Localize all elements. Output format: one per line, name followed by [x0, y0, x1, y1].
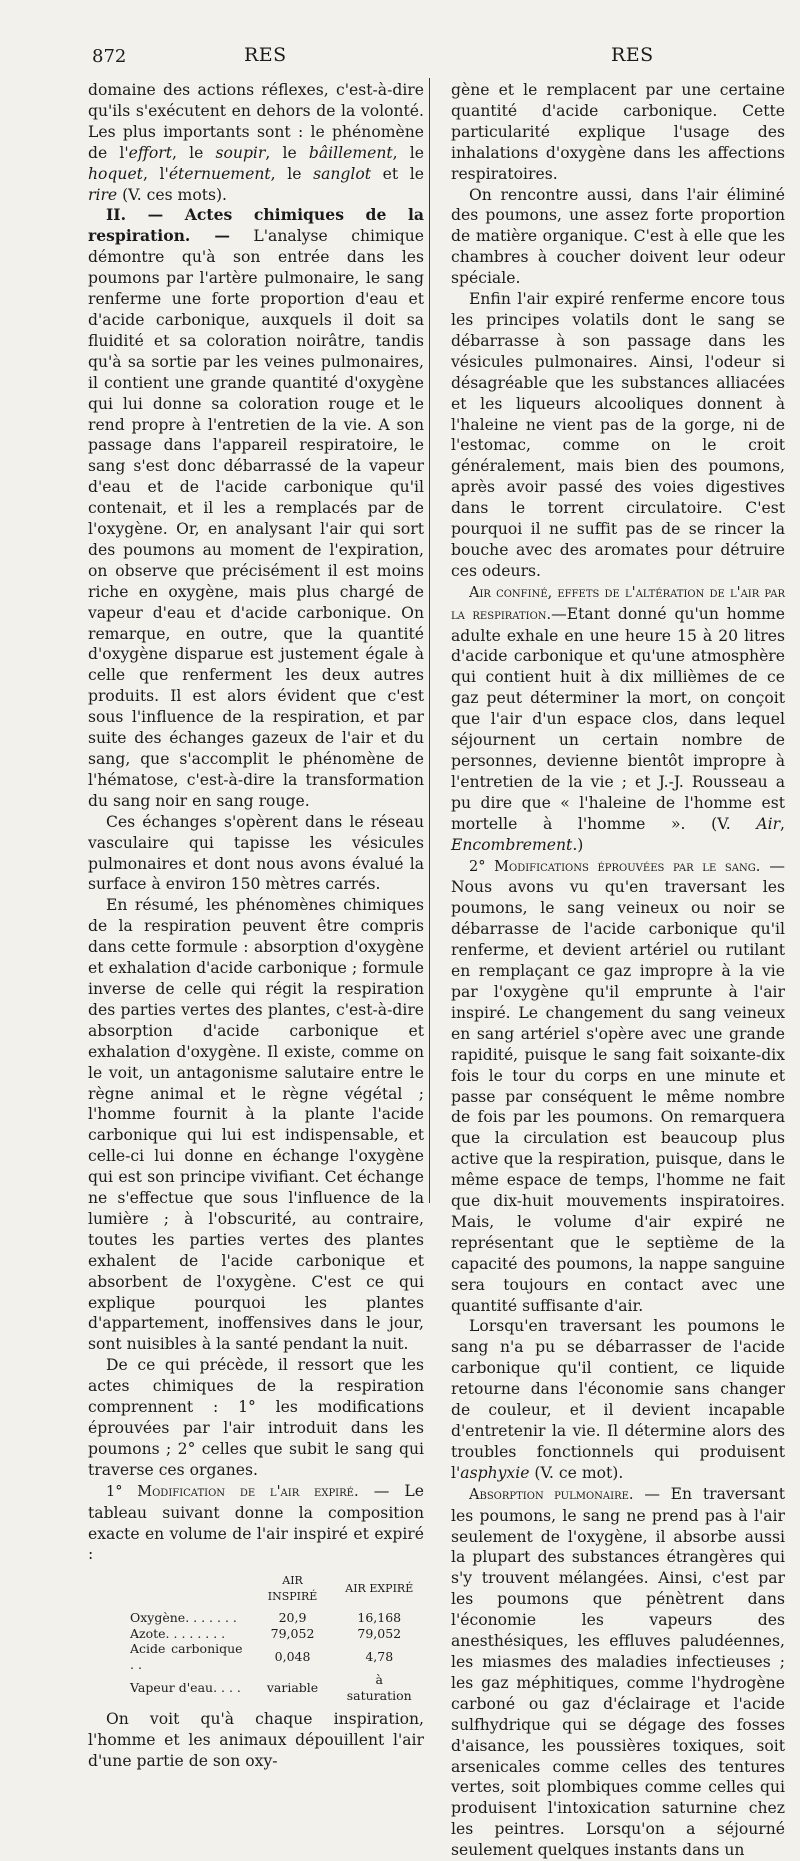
- table-header-row: [122, 1571, 424, 1610]
- section-paragraph: II. — Actes chimiques de la respiration. — L'analyse chimique démontre qu'à son entrée dans les poumons par l'artère pulmonaire, le sang renferme une forte proportion d'eau et d'acide carbonique, auxquels il doit sa fluidité et sa coloration noirâtre, tandis qu'à sa sortie par les veines pulmonaires, il contient une grande quantité d'oxygène qui lui donne sa coloration rouge et le rend propre à l'entretien de la vie. A son passage dans l'appareil respiratoire, le sang s'est donc débarrassé de la vapeur d'eau et de l'acide carbonique qu'il contenait, et il les a remplacés par de l'oxygène. Or, en analysant l'air qui sort des poumons au moment de l'expiration, on observe que précisément il est moins riche en oxygène, mais plus chargé de vapeur d'eau et d'acide carbonique. On remarque, en outre, que la quantité d'oxygène disparue est justement égale à celle que renferment les deux autres produits. Il est alors évident que c'est sous l'influence de la respiration, et par suite des échanges gazeux de l'air et du sang, que s'accomplit le phénomène de l'hématose, c'est-à-dire la transformation du sang noir en sang rouge.: [88, 205, 424, 810]
- paragraph: Ces échanges s'opèrent dans le réseau vasculaire qui tapisse les vésicules pulmonaires et dont nous avons évalué la surface à environ 150 mètres carrés.: [88, 812, 424, 894]
- table-row: Oxygène. . . . . . . 20,9 16,168: [130, 1610, 402, 1626]
- paragraph: Air confiné, effets de l'altération de l'air par la respiration.—Etant donné qu'un homme adulte exhale en une heure 15 à 20 litres d'acide carbonique et qu'une atmosphère qui contient huit à dix millièmes de ce gaz peut déterminer la mort, on conçoit que l'air d'un espace clos, dans lequel séjournent un certain nombre de personnes, devienne bientôt impropre à l'entretien de la vie ; et J.-J. Rousseau a pu dire que « l'haleine de l'homme est mortelle à l'homme ». (V. Air, Encombrement.): [451, 584, 785, 854]
- paragraph: Lorsqu'en traversant les poumons le sang n'a pu se débarrasser de l'acide carbonique qu'il contient, ce liquide retourne dans l'économie sans changer de couleur, et il devient incapable d'entretenir la vie. Il détermine alors des troubles fonctionnels qui produisent l'asphyxie (V. ce mot).: [451, 1317, 785, 1482]
- subsection-heading: 1° Modification de l'air expiré.: [106, 1483, 359, 1500]
- paragraph: domaine des actions réflexes, c'est-à-dire qu'ils s'exécutent en dehors de la volonté. Les plus importants sont : le phénomène de l'effort, le soupir, le bâillement, le hoquet, l'éternuement, le sanglot et le rire (V. ces mots).: [88, 81, 424, 204]
- column-header: AIR EXPIRÉ: [345, 1582, 414, 1596]
- table-row: Acide carbonique . . 0,048 4,78: [130, 1641, 394, 1672]
- running-head-left: RES: [244, 44, 287, 66]
- paragraph: On rencontre aussi, dans l'air éliminé des poumons, une assez forte proportion de matière organique. C'est à elle que les chambres à coucher doivent leur odeur spéciale.: [451, 185, 785, 288]
- page-number: 872: [92, 46, 127, 67]
- paragraph: En résumé, les phénomènes chimiques de la respiration peuvent être compris dans cette formule : absorption d'oxygène et exhalation d'acide carbonique ; formule inverse de celle qui régit la respiration des parties vertes des plantes, c'est-à-dire absorption d'acide carbonique et exhalation d'oxygène. Il existe, comme on le voit, un antagonisme salutaire entre le règne animal et le règne végétal ; l'homme fournit à la plante l'acide carbonique qui lui est indispensable, et celle-ci lui donne en échange l'oxygène qui est son principe vivifiant. Cet échange ne s'effectue que sous l'influence de la lumière ; à l'obscurité, au contraire, toutes les parties vertes des plantes exhalent de l'acide carbonique et absorbent de l'oxygène. C'est ce qui explique pourquoi les plantes d'appartement, inoffensives dans le jour, sont nuisibles à la santé pendant la nuit.: [88, 896, 424, 1354]
- left-column: [88, 80, 424, 1772]
- table-row: Vapeur d'eau. . . . variable à saturation: [130, 1672, 412, 1703]
- table-row: Azote. . . . . . . . 79,052 79,052: [130, 1625, 402, 1641]
- paragraph: 1° Modification de l'air expiré. — Le tableau suivant donne la composition exacte en volume de l'air inspiré et expiré :: [88, 1481, 425, 1564]
- subsection-heading: 2° Modifications éprouvées par le sang.: [469, 858, 761, 875]
- paragraph: On voit qu'à chaque inspiration, l'homme et les animaux dépouillent l'air d'une partie de son oxy-: [88, 1710, 424, 1771]
- page-header: [0, 42, 800, 72]
- paragraph: 2° Modifications éprouvées par le sang. — Nous avons vu qu'en traversant les poumons, le sang veineux ou noir se débarrasse de l'acide carbonique qu'il renferme, et devient artériel ou rutilant en remplaçant ce gaz impropre à la vie par l'oxygène qu'il emprunte à l'air inspiré. Le changement du sang veineux en sang artériel s'opère avec une grande rapidité, puisque le sang fait soixante-dix fois le tour du corps en une minute et passe par conséquent le même nombre de fois par les poumons. On remarquera que la circulation est beaucoup plus active que la respiration, puisque, dans le même espace de temps, l'homme ne fait que dix-huit mouvements inspiratoires. Mais, le volume d'air expiré ne représentant que le septième de la capacité des poumons, la nappe sanguine sera toujours en contact avec une quantité suffisante d'air.: [451, 856, 785, 1315]
- right-column: [451, 80, 785, 1861]
- column-header: AIR INSPIRÉ: [267, 1574, 318, 1603]
- paragraph: gène et le remplacent par une certaine quantité d'acide carbonique. Cette particularité explique l'usage des inhalations d'oxygène dans les affections respiratoires.: [451, 81, 785, 183]
- paragraph: De ce qui précède, il ressort que les actes chimiques de la respiration comprennent : 1° les modifications éprouvées par l'air introduit dans les poumons ; 2° celles que subit le sang qui traverse ces organes.: [88, 1356, 424, 1479]
- paragraph: Absorption pulmonaire. — En traversant les poumons, le sang ne prend pas à l'air seulement de l'oxygène, il absorbe aussi la plupart des substances étrangères qui s'y trouvent mélangées. Ainsi, c'est par les poumons que pénètrent dans l'économie les vapeurs des anesthésiques, les effluves paludéennes, les miasmes des maladies infectieuses ; les gaz méphitiques, comme l'hydrogène carboné ou gaz d'éclairage et l'acide sulfhydrique qui se dégage des fosses d'aisance, les poussières toxiques, soit arsenicales comme celles des tentures vertes, soit plombiques comme celles qui produisent l'intoxication saturnine chez les peintres. Lorsqu'on a séjourné seulement quelques instants dans un: [451, 1484, 785, 1860]
- paragraph: Enfin l'air expiré renferme encore tous les principes volatils dont le sang se débarrasse à son passage dans les vésicules pulmonaires. Ainsi, l'odeur si désagréable que les substances alliacées et les liqueurs alcooliques donnent à l'haleine ne vient pas de la gorge, ni de l'estomac, comme on le croit généralement, mais bien des poumons, après avoir passé des voies digestives dans le torrent circulatoire. C'est pourquoi il ne suffit pas de se rincer la bouche avec des aromates pour détruire ces odeurs.: [451, 290, 785, 580]
- section-heading: II. — Actes chimiques de la respiration. —: [88, 205, 424, 246]
- subsection-heading: Air confiné, effets de l'altération de l'air par la respiration.: [451, 584, 785, 623]
- air-composition-table: [122, 1571, 424, 1703]
- column-divider: [429, 78, 430, 1203]
- subsection-heading: Absorption pulmonaire.: [469, 1486, 634, 1503]
- running-head-right: RES: [611, 44, 654, 66]
